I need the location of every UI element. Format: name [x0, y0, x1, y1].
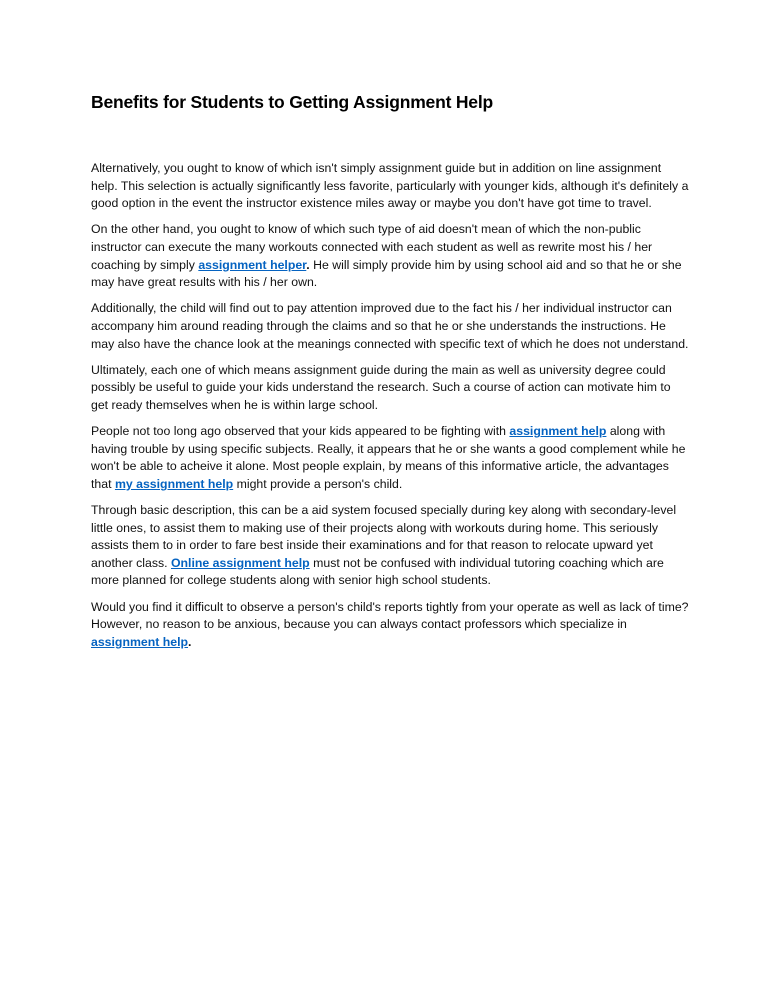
paragraph-5-text-b: along with having trouble by using specific subjects. Really, it appears that he or she wants a good complement while he won't be able to acheive it alone. Most people explain, by means of this informative article, the advantages that [91, 424, 686, 491]
paragraph-7-text-a: Would you find it difficult to observe a person's child's reports tightly from your operate as well as lack of time? However, no reason to be anxious, because you can always contact professors which specialize in [91, 599, 689, 632]
page-title: Benefits for Students to Getting Assignment Help [91, 92, 493, 112]
paragraph-2-period: . [306, 257, 310, 272]
paragraph-6-text-a: Through basic description, this can be a aid system focused specially during key along with secondary-level little ones, to assist them to making use of their projects along with workouts during home. This seriously assists them to in order to fare best inside their examinations and for that reason to relocate upward yet another class. [91, 503, 677, 570]
paragraph-6-text-b: must not be confused with individual tutoring coaching which are more planned for college students along with senior high school students. [91, 555, 664, 588]
online-assignment-help-link[interactable]: Online assignment help [170, 555, 310, 570]
assignment-helper-link[interactable]: assignment helper [198, 257, 307, 272]
paragraph-3: Additionally, the child will find out to pay attention improved due to the fact his / her individual instructor can accompany him around reading through the claims and so that he or she understands the instructions. He may also have the chance look at the meanings connected with specific text of which he does not understand. [91, 301, 689, 351]
my-assignment-help-link[interactable]: my assignment help [114, 476, 234, 491]
assignment-help-link-final[interactable]: assignment help [91, 634, 189, 649]
paragraph-5 [91, 423, 691, 493]
paragraph-7 [91, 599, 691, 652]
paragraph-2-text-b: He will simply provide him by using school aid and so that he or she may have great results with his / her own. [91, 257, 682, 290]
paragraph-2 [91, 221, 691, 291]
paragraph-4: Ultimately, each one of which means assignment guide during the main as well as university degree could possibly be useful to guide your kids understand the research. Such a course of action can motivate him to get ready themselves when he is within large school. [91, 362, 671, 412]
paragraph-5-text-a: People not too long ago observed that your kids appeared to be fighting with [91, 424, 510, 439]
article-body [91, 160, 691, 660]
paragraph-1: Alternatively, you ought to know of which isn't simply assignment guide but in addition on line assignment help. This selection is actually significantly less favorite, particularly with younger kids, although it's definitely a good option in the event the instructor existence miles away or maybe you don't have got time to travel. [91, 161, 689, 211]
paragraph-5-text-c: might provide a person's child. [233, 476, 403, 491]
paragraph-2-text-a: On the other hand, you ought to know of which such type of aid doesn't mean of which the non-public instructor can execute the many workouts connected with each student as well as rewrite most his / her coaching by simply [91, 222, 653, 272]
paragraph-6 [91, 502, 691, 590]
paragraph-7-period: . [188, 634, 192, 649]
assignment-help-link[interactable]: assignment help [509, 424, 607, 439]
